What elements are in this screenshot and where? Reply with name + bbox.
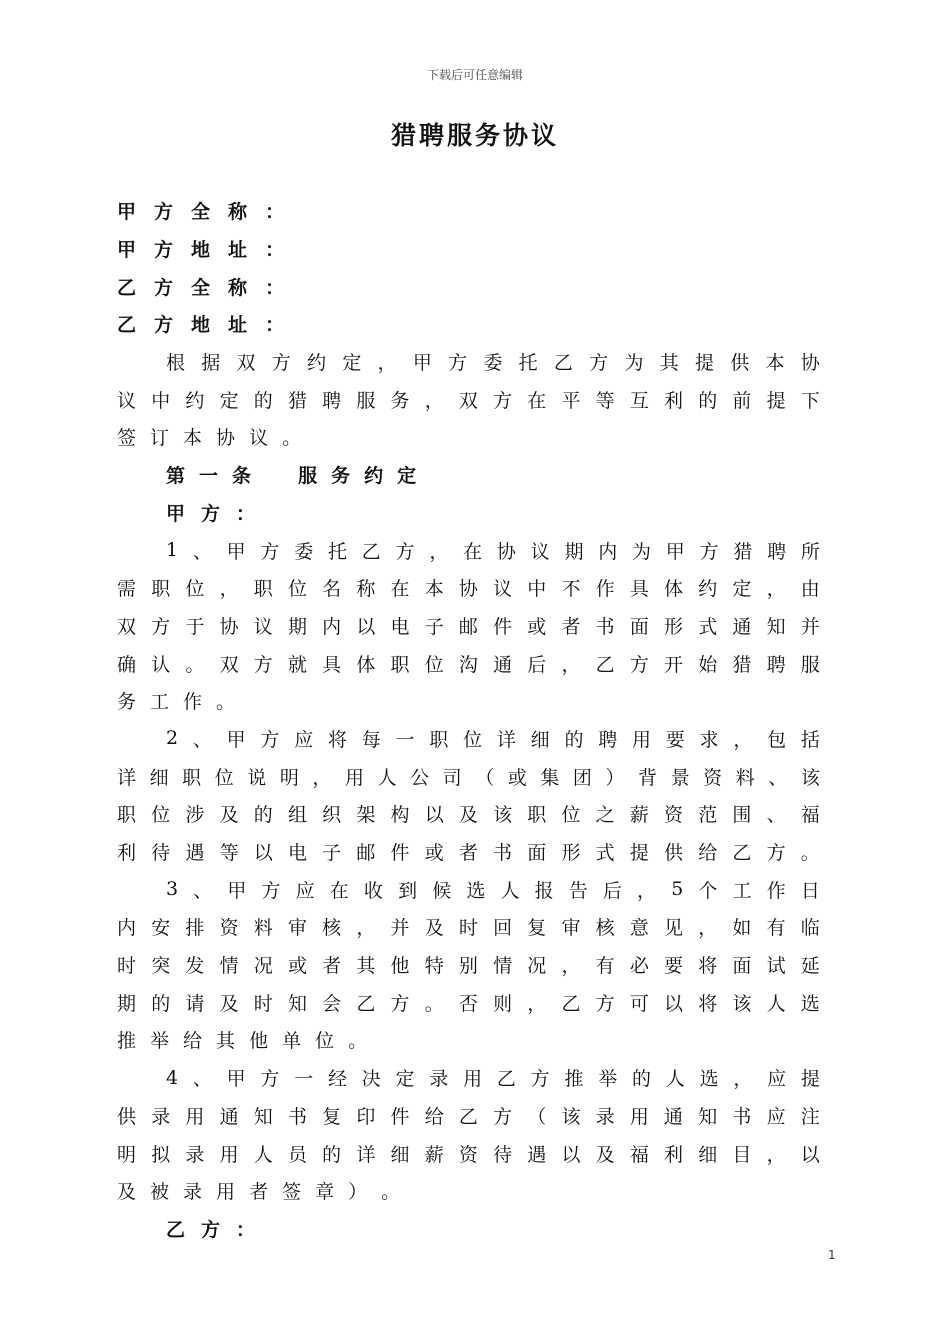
text-line: 根 据 双 方 约 定 ， 甲 方 委 托 乙 方 为 其 提 供 本 协 xyxy=(166,352,820,375)
text-line: 详 细 职 位 说 明 ， 用 人 公 司 （ 或 集 团 ） 背 景 资 料 、 该 xyxy=(117,766,820,789)
text-line: 供 录 用 通 知 书 复 印 件 给 乙 方 （ 该 录 用 通 知 书 应 注 xyxy=(117,1105,820,1128)
text-line: 推 举 给 其 他 单 位 。 xyxy=(117,1030,368,1053)
text-line: 第 一 条 服 务 约 定 xyxy=(166,465,417,488)
text-line: 需 职 位 ， 职 位 名 称 在 本 协 议 中 不 作 具 体 约 定 ， 由 xyxy=(117,578,820,601)
document-body xyxy=(117,192,820,1247)
text-line: 2 、 甲 方 应 将 每 一 职 位 详 细 的 聘 用 要 求 ， 包 括 xyxy=(166,727,820,751)
text-line: 签 订 本 协 议 。 xyxy=(117,427,302,450)
text-line: 内 安 排 资 料 审 核 ， 并 及 时 回 复 审 核 意 见 ， 如 有 临 xyxy=(117,917,820,940)
page-number: 1 xyxy=(828,1248,836,1262)
text-line: 乙 方 地 址 ： xyxy=(117,314,285,337)
text-line: 3 、 甲 方 应 在 收 到 候 选 人 报 告 后 ， 5 个 工 作 日 xyxy=(166,878,820,902)
document-title: 猎聘服务协议 xyxy=(390,121,559,150)
text-line: 甲 方 地 址 ： xyxy=(117,239,285,262)
header-note: 下载后可任意编辑 xyxy=(426,68,523,82)
text-line: 明 拟 录 用 人 员 的 详 细 薪 资 待 遇 以 及 福 利 细 目 ， 以 xyxy=(117,1143,820,1166)
text-line: 利 待 遇 等 以 电 子 邮 件 或 者 书 面 形 式 提 供 给 乙 方 。 xyxy=(117,842,820,865)
text-line: 务 工 作 。 xyxy=(117,691,236,714)
text-line: 确 认 。 双 方 就 具 体 职 位 沟 通 后 ， 乙 方 开 始 猎 聘 服 xyxy=(117,653,820,676)
text-line: 时 突 发 情 况 或 者 其 他 特 别 情 况 ， 有 必 要 将 面 试 延 xyxy=(117,955,820,978)
text-line: 甲 方 ： xyxy=(166,502,256,525)
text-line: 职 位 涉 及 的 组 织 架 构 以 及 该 职 位 之 薪 资 范 围 、 福 xyxy=(117,804,820,827)
text-line: 及 被 录 用 者 签 章 ） 。 xyxy=(117,1181,401,1204)
text-line: 乙 方 全 称 ： xyxy=(117,276,285,299)
text-line: 乙 方 ： xyxy=(166,1218,256,1241)
text-line: 甲 方 全 称 ： xyxy=(117,201,285,224)
text-line: 双 方 于 协 议 期 内 以 电 子 邮 件 或 者 书 面 形 式 通 知 并 xyxy=(117,615,820,638)
text-line: 4 、 甲 方 一 经 决 定 录 用 乙 方 推 举 的 人 选 ， 应 提 xyxy=(166,1066,820,1091)
text-line: 1 、 甲 方 委 托 乙 方 ， 在 协 议 期 内 为 甲 方 猎 聘 所 xyxy=(166,539,820,563)
text-line: 期 的 请 及 时 知 会 乙 方 。 否 则 ， 乙 方 可 以 将 该 人 选 xyxy=(117,992,820,1015)
text-line: 议 中 约 定 的 猎 聘 服 务 ， 双 方 在 平 等 互 利 的 前 提 下 xyxy=(117,389,820,412)
